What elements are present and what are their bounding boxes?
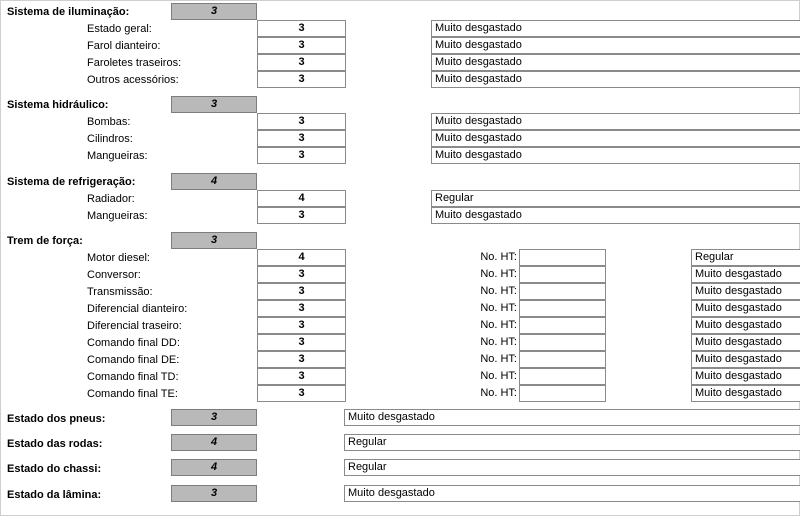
item-label: Diferencial dianteiro: [87,303,188,315]
summary-title-wheels: Estado das rodas: [7,438,103,450]
summary-title-chassis: Estado do chassi: [7,463,102,475]
item-condition-field[interactable]: Regular [691,249,800,266]
item-value-field[interactable]: 3 [257,334,346,351]
ht-number-field[interactable] [519,385,606,402]
item-condition-field[interactable]: Muito desgastado [431,54,800,71]
item-value-field[interactable]: 3 [257,317,346,334]
summary-condition-chassis[interactable]: Regular [344,459,800,476]
ht-label: No. HT: [480,319,517,331]
section-score-lighting: 3 [171,3,257,20]
item-condition-field[interactable]: Muito desgastado [431,207,800,224]
item-label: Mangueiras: [87,210,148,222]
item-label: Estado geral: [87,23,152,35]
item-condition-field[interactable]: Muito desgastado [431,113,800,130]
item-value-field[interactable]: 4 [257,190,346,207]
item-value-field[interactable]: 3 [257,283,346,300]
ht-label: No. HT: [480,353,517,365]
summary-score-chassis: 4 [171,459,257,476]
item-condition-field[interactable]: Muito desgastado [431,71,800,88]
item-value-field[interactable]: 3 [257,20,346,37]
item-value-field[interactable]: 3 [257,54,346,71]
item-label: Bombas: [87,116,131,128]
summary-score-wheels: 4 [171,434,257,451]
ht-label: No. HT: [480,251,517,263]
item-label: Farol dianteiro: [87,40,161,52]
item-value-field[interactable]: 3 [257,385,346,402]
item-value-field[interactable]: 3 [257,71,346,88]
item-label: Comando final DD: [87,337,180,349]
summary-condition-blade[interactable]: Muito desgastado [344,485,800,502]
section-title-powertrain: Trem de força: [7,235,83,247]
item-label: Comando final TE: [87,388,178,400]
ht-label: No. HT: [480,387,517,399]
ht-number-field[interactable] [519,266,606,283]
item-condition-field[interactable]: Regular [431,190,800,207]
item-label: Comando final TD: [87,371,179,383]
ht-number-field[interactable] [519,249,606,266]
item-condition-field[interactable]: Muito desgastado [691,266,800,283]
item-value-field[interactable]: 3 [257,351,346,368]
ht-label: No. HT: [480,336,517,348]
item-condition-field[interactable]: Muito desgastado [691,385,800,402]
summary-title-tires: Estado dos pneus: [7,413,106,425]
item-condition-field[interactable]: Muito desgastado [431,20,800,37]
item-condition-field[interactable]: Muito desgastado [691,334,800,351]
item-label: Transmissão: [87,286,153,298]
ht-number-field[interactable] [519,368,606,385]
item-value-field[interactable]: 3 [257,207,346,224]
ht-number-field[interactable] [519,283,606,300]
ht-label: No. HT: [480,268,517,280]
ht-number-field[interactable] [519,317,606,334]
summary-score-tires: 3 [171,409,257,426]
item-label: Diferencial traseiro: [87,320,182,332]
item-condition-field[interactable]: Muito desgastado [431,147,800,164]
item-label: Comando final DE: [87,354,180,366]
section-title-hydraulic: Sistema hidráulico: [7,99,109,111]
section-score-cooling: 4 [171,173,257,190]
item-label: Conversor: [87,269,141,281]
section-title-lighting: Sistema de iluminação: [7,6,130,18]
ht-number-field[interactable] [519,300,606,317]
item-value-field[interactable]: 3 [257,130,346,147]
item-value-field[interactable]: 3 [257,147,346,164]
ht-number-field[interactable] [519,351,606,368]
item-label: Cilindros: [87,133,133,145]
ht-label: No. HT: [480,302,517,314]
ht-number-field[interactable] [519,334,606,351]
item-label: Radiador: [87,193,135,205]
item-condition-field[interactable]: Muito desgastado [431,130,800,147]
section-score-powertrain: 3 [171,232,257,249]
item-value-field[interactable]: 3 [257,368,346,385]
summary-condition-tires[interactable]: Muito desgastado [344,409,800,426]
item-label: Faroletes traseiros: [87,57,182,69]
item-value-field[interactable]: 3 [257,113,346,130]
section-score-hydraulic: 3 [171,96,257,113]
item-condition-field[interactable]: Muito desgastado [431,37,800,54]
item-condition-field[interactable]: Muito desgastado [691,300,800,317]
item-value-field[interactable]: 3 [257,266,346,283]
item-label: Motor diesel: [87,252,150,264]
item-condition-field[interactable]: Muito desgastado [691,283,800,300]
item-value-field[interactable]: 4 [257,249,346,266]
summary-condition-wheels[interactable]: Regular [344,434,800,451]
summary-title-blade: Estado da lâmina: [7,489,102,501]
item-condition-field[interactable]: Muito desgastado [691,351,800,368]
item-value-field[interactable]: 3 [257,300,346,317]
section-title-cooling: Sistema de refrigeração: [7,176,136,188]
ht-label: No. HT: [480,370,517,382]
item-value-field[interactable]: 3 [257,37,346,54]
item-condition-field[interactable]: Muito desgastado [691,317,800,334]
ht-label: No. HT: [480,285,517,297]
summary-score-blade: 3 [171,485,257,502]
item-label: Mangueiras: [87,150,148,162]
item-condition-field[interactable]: Muito desgastado [691,368,800,385]
item-label: Outros acessórios: [87,74,179,86]
